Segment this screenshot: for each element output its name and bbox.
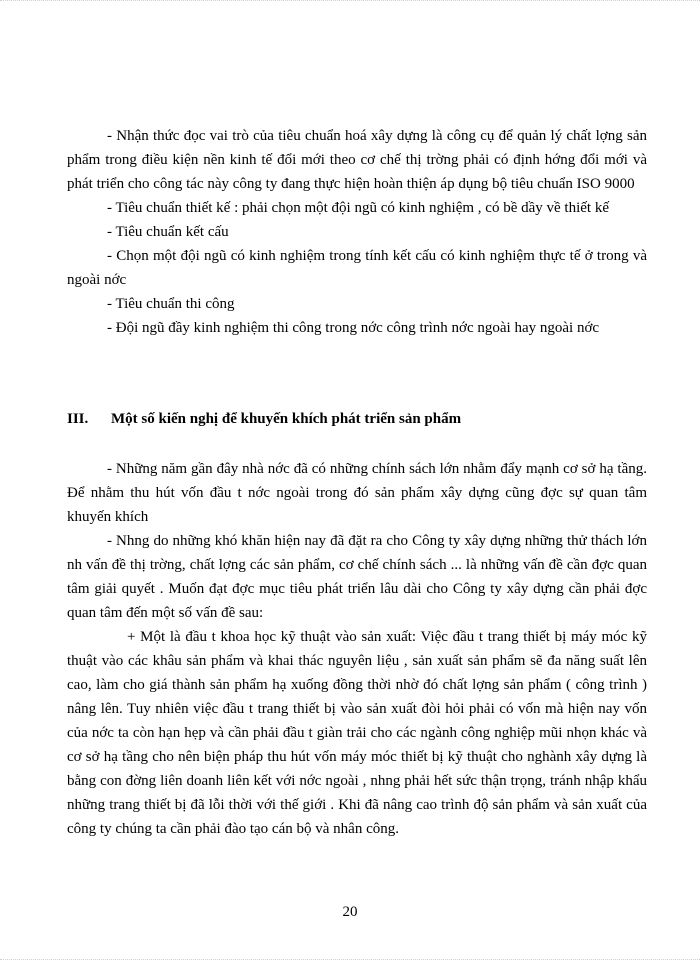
paragraph-design-standard: - Tiêu chuẩn thiết kế : phải chọn một đội ngũ có kinh nghiệm , có bề dầy về thiết kế: [107, 200, 609, 216]
recommendations-section: [67, 457, 647, 841]
page-number: 20: [342, 904, 358, 920]
paragraph-state-policy: - Những năm gần đây nhà nớc đã có những chính sách lớn nhằm đẩy mạnh cơ sở hạ tầng. Để nhằm thu hút vốn đầu t nớc ngoài trong đó sản phẩm xây dựng cũng đợc sự quan tâm khuyến khích: [67, 461, 647, 525]
paragraph-challenges: - Nhng do những khó khăn hiện nay đã đặt ra cho Công ty xây dựng những thử thách lớn nh vấn đề thị trờng, chất lợng các sản phẩm, cơ chế chính sách ... là những vấn đề cần đợc quan tâm giải quyết . Muốn đạt đợc mục tiêu phát triển lâu dài cho Công ty xây dựng cần phải đợc quan tâm đến một số vấn đề sau:: [67, 533, 647, 621]
section-heading: [67, 407, 647, 431]
paragraph-technology-investment: + Một là đầu t khoa học kỹ thuật vào sản xuất: Việc đầu t trang thiết bị máy móc kỹ thuật vào các khâu sản phẩm và khai thác nguyên liệu , sản xuất sản phẩm sẽ đa năng suất lên cao, làm cho giá thành sản phẩm hạ xuống đồng thời nhờ đó chất lợng sản phẩm ( công trình ) nâng lên. Tuy nhiên việc đầu t trang thiết bị vào sản xuất đòi hỏi phải có vốn mà hiện nay vốn của nớc ta còn hạn hẹp và cần phải đầu t giàn trải cho các ngành công nghiệp mũi nhọn khác và cơ sở hạ tầng cho nên biện pháp thu hút vốn máy móc thiết bị kỹ thuật cho nghành xây dựng là bằng con đờng liên doanh liên kết với nớc ngoài , nhng phải hết sức thận trọng, tránh nhập khẩu những trang thiết bị đã lỗi thời với thế giới . Khi đã nâng cao trình độ sản phẩm và sản xuất của công ty chúng ta cần phải đào tạo cán bộ và nhân công.: [67, 629, 647, 837]
paragraph-construction-standard: - Tiêu chuẩn thi công: [107, 296, 235, 312]
paragraph-structure-standard: - Tiêu chuẩn kết cấu: [107, 224, 229, 240]
paragraph-structure-team: - Chọn một đội ngũ có kinh nghiệm trong tính kết cấu có kinh nghiệm thực tế ở trong và ngoài nớc: [67, 248, 647, 288]
standards-section: [67, 124, 647, 340]
section-number: III.: [67, 411, 89, 427]
paragraph-construction-team: - Đội ngũ đầy kinh nghiệm thi công trong nớc công trình nớc ngoài hay ngoài nớc: [107, 320, 600, 336]
section-title: Một số kiến nghị để khuyến khích phát triển sản phẩm: [111, 411, 462, 427]
paragraph-standardization-awareness: - Nhận thức đọc vai trò của tiêu chuẩn hoá xây dựng là công cụ để quản lý chất lợng sản phẩm trong điều kiện nền kinh tế đổi mới theo cơ chế thị trờng phải có định hớng đổi mới và phát triển cho công tác này công ty đang thực hiện hoàn thiện áp dụng bộ tiêu chuẩn ISO 9000: [67, 128, 647, 192]
